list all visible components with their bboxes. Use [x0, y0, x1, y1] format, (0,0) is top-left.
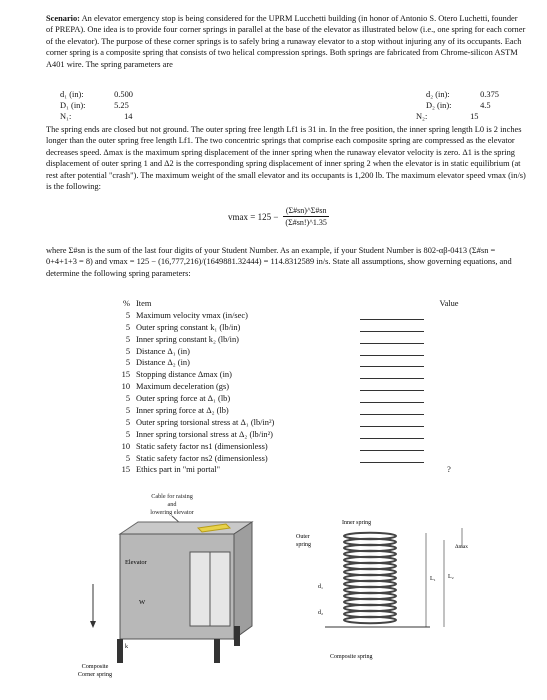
corner-spring-front-right — [214, 639, 220, 663]
row-percent: 10 — [121, 382, 130, 392]
param-value: 5.25 — [114, 101, 129, 111]
row-item: Ethics part in "mi portal" — [136, 465, 221, 475]
answer-blank[interactable] — [360, 390, 424, 391]
description-paragraph: The spring ends are closed but not ground. The outer spring free length Lf1 is 31 in. In the free position, the inner spring length L0 is 2 inches longer than the outer spring free length Lf1. The two concentric springs that comprise each composite spring are compressed as the elevator decreases speed. Δmax is the maximum spring displacement of the inner spring when the runaway elevator velocity is zero. Δ1 is the spring displacement of outer spring 1 and Δ2 is the corresponding spring displacement of inner spring 2 when the elevator is in static equilibrium (at rest after potential "crash"). The maximum weight of the small elevator and its occupants is 1,200 lb. The maximum elevator speed vmax (in/s) is the following: — [46, 125, 526, 192]
row-value[interactable] — [424, 381, 474, 393]
row-value: ? — [447, 465, 451, 475]
d1-label: d₁ — [318, 584, 324, 590]
elevator-label: Elevator — [125, 559, 147, 566]
cable-label-3: lowering elevator — [150, 509, 194, 516]
answer-blank[interactable] — [360, 450, 424, 451]
elevator-side — [234, 522, 252, 639]
scenario-text: An elevator emergency stop is being considered for the UPRM Lucchetti building (in honor of Antonio S. Otero Luchetti, founder of PREPA). One idea is to provide four corner springs in parallel at the base of the elevator as illustrated below (i.e., one spring for each corner of the elevator). The purpose of these corner springs is to safely bring a runaway elevator to a stop without injuring any of its occupants. Each corner spring is a composite spring that consists of two helical compression springs. Both springs are fabricated from Chrome-silicon ASTM A401 wire. The spring parameters are — [46, 14, 526, 69]
answer-blank[interactable] — [360, 355, 424, 356]
answer-blank[interactable] — [360, 414, 424, 415]
row-value[interactable] — [424, 393, 474, 405]
param-label: N₂: — [416, 112, 428, 122]
formula-fraction — [282, 206, 330, 227]
answer-blank[interactable] — [360, 319, 424, 320]
row-value[interactable] — [424, 405, 474, 417]
table-row — [114, 357, 474, 369]
row-item: Inner spring constant k₂ (lb/in) — [136, 334, 239, 344]
answer-blank[interactable] — [360, 366, 424, 367]
dmax-label: Δmax — [455, 544, 469, 550]
row-value[interactable] — [424, 417, 474, 429]
row-value[interactable] — [424, 441, 474, 453]
answer-blank[interactable] — [360, 331, 424, 332]
row-percent: 10 — [121, 441, 130, 451]
param-label: D₂ (in): — [426, 101, 452, 111]
answer-blank[interactable] — [360, 462, 424, 463]
velocity-formula — [228, 206, 330, 227]
d2-label: d₂ — [318, 610, 324, 616]
table-row — [114, 464, 474, 476]
param-value: 0.375 — [480, 90, 499, 99]
spring-coils — [344, 533, 396, 623]
param-row — [46, 89, 516, 100]
row-percent: 15 — [121, 465, 130, 475]
parameters-table — [114, 298, 474, 476]
scenario-paragraph — [46, 13, 526, 70]
table-row — [114, 393, 474, 405]
row-percent: 5 — [125, 322, 130, 332]
table-row — [114, 417, 474, 429]
weight-arrowhead — [90, 621, 96, 628]
row-value[interactable] — [424, 357, 474, 369]
row-item: Static safety factor ns1 (dimensionless) — [136, 441, 268, 451]
param-value: 4.5 — [480, 101, 491, 111]
instructions-paragraph: where Σ#sn is the sum of the last four digits of your Student Number. As an example, if your Student Number is 802-αβ-0413 (Σ#sn = 0+4+1+3 = 8) and vmax = 125 − (16,777,216)/(1649881.32444) = 114.8312589 in/s. State all assumptions, show governing equations, and determine the following spring parameters: — [46, 246, 512, 278]
row-item: Maximum deceleration (gs) — [136, 382, 230, 392]
formula-denominator: (Σ#sn!)^1.35 — [285, 218, 327, 227]
param-row — [46, 111, 516, 122]
row-percent: 15 — [121, 370, 130, 380]
row-value[interactable] — [424, 453, 474, 465]
row-item: Static safety factor ns2 (dimensionless) — [136, 453, 268, 463]
param-value: 15 — [470, 112, 479, 122]
row-percent: 5 — [125, 358, 130, 368]
table-row — [114, 429, 474, 441]
outer-spring-label-2: spring — [296, 542, 311, 548]
header-value: Value — [439, 299, 459, 308]
row-item: Outer spring torsional stress at Δ₁ (lb/in²) — [136, 417, 275, 427]
row-value[interactable] — [424, 322, 474, 334]
table-row — [114, 453, 474, 465]
row-percent: 5 — [125, 453, 130, 463]
corner-spring-back-right — [234, 626, 240, 646]
composite-spring-diagram — [296, 520, 468, 660]
param-label: N₁: — [60, 112, 72, 122]
row-item: Outer spring constant k₁ (lb/in) — [136, 322, 241, 332]
scenario-label: Scenario: — [46, 14, 80, 23]
table-row — [114, 405, 474, 417]
table-row — [114, 441, 474, 453]
composite-spring-label: Composite spring — [330, 654, 373, 660]
answer-blank[interactable] — [360, 343, 424, 344]
l1-label: L₁ — [430, 576, 436, 582]
row-item: Outer spring force at Δ₁ (lb) — [136, 394, 231, 404]
param-row — [46, 100, 516, 111]
row-value[interactable] — [424, 346, 474, 358]
row-value[interactable] — [424, 310, 474, 322]
corner-label-1: Composite — [81, 663, 109, 670]
table-row — [114, 322, 474, 334]
row-percent: 5 — [125, 334, 130, 344]
table-row — [114, 381, 474, 393]
elevator-roof — [120, 522, 252, 534]
header-percent: % — [123, 299, 130, 308]
spring-k-label: k — [125, 644, 128, 650]
row-item: Distance Δ₂ (in) — [136, 358, 190, 368]
row-value[interactable] — [424, 429, 474, 441]
row-value[interactable] — [424, 334, 474, 346]
table-row — [114, 334, 474, 346]
inner-spring-label: Inner spring — [342, 520, 372, 526]
formula-lhs: vmax = 125 − — [228, 211, 279, 222]
row-percent: 5 — [125, 310, 130, 320]
row-percent: 5 — [125, 429, 130, 439]
param-value: 0.500 — [114, 90, 133, 99]
elevator-figure — [0, 488, 547, 700]
cable-label-1: Cable for raising — [151, 493, 193, 500]
row-percent: 5 — [125, 406, 130, 416]
weight-label: W — [139, 599, 146, 606]
cable-label-2: and — [167, 501, 177, 508]
param-label: d₂ (in): — [426, 90, 450, 99]
corner-spring-front-left — [117, 639, 123, 663]
header-item: Item — [136, 299, 152, 308]
row-item: Distance Δ₁ (in) — [136, 346, 190, 356]
answer-blank[interactable] — [360, 402, 424, 403]
answer-blank[interactable] — [360, 426, 424, 427]
row-value[interactable] — [424, 369, 474, 381]
row-percent: 5 — [125, 417, 130, 427]
table-row — [114, 369, 474, 381]
l2-label: L₂ — [448, 574, 454, 580]
row-item: Inner spring force at Δ₂ (lb) — [136, 406, 229, 416]
param-label: D₁ (in): — [60, 101, 86, 111]
spring-parameters — [46, 89, 516, 123]
table-row — [114, 346, 474, 358]
row-percent: 5 — [125, 346, 130, 356]
row-item: Maximum velocity vmax (in/sec) — [136, 310, 248, 320]
row-percent: 5 — [125, 394, 130, 404]
row-item: Inner spring torsional stress at Δ₂ (lb/in²) — [136, 429, 273, 439]
corner-label-2: Corner spring — [77, 671, 113, 678]
answer-blank[interactable] — [360, 438, 424, 439]
elevator-car — [90, 516, 252, 639]
outer-spring-label-1: Outer — [296, 534, 310, 540]
row-item: Stopping distance Δmax (in) — [136, 370, 232, 380]
formula-numerator: (Σ#sn)^Σ#sn — [283, 206, 330, 217]
param-label: d₁ (in): — [60, 90, 84, 99]
table-header — [114, 298, 474, 310]
coil-turn — [344, 617, 396, 623]
param-value: 14 — [124, 112, 133, 122]
table-row — [114, 310, 474, 322]
answer-blank[interactable] — [360, 378, 424, 379]
